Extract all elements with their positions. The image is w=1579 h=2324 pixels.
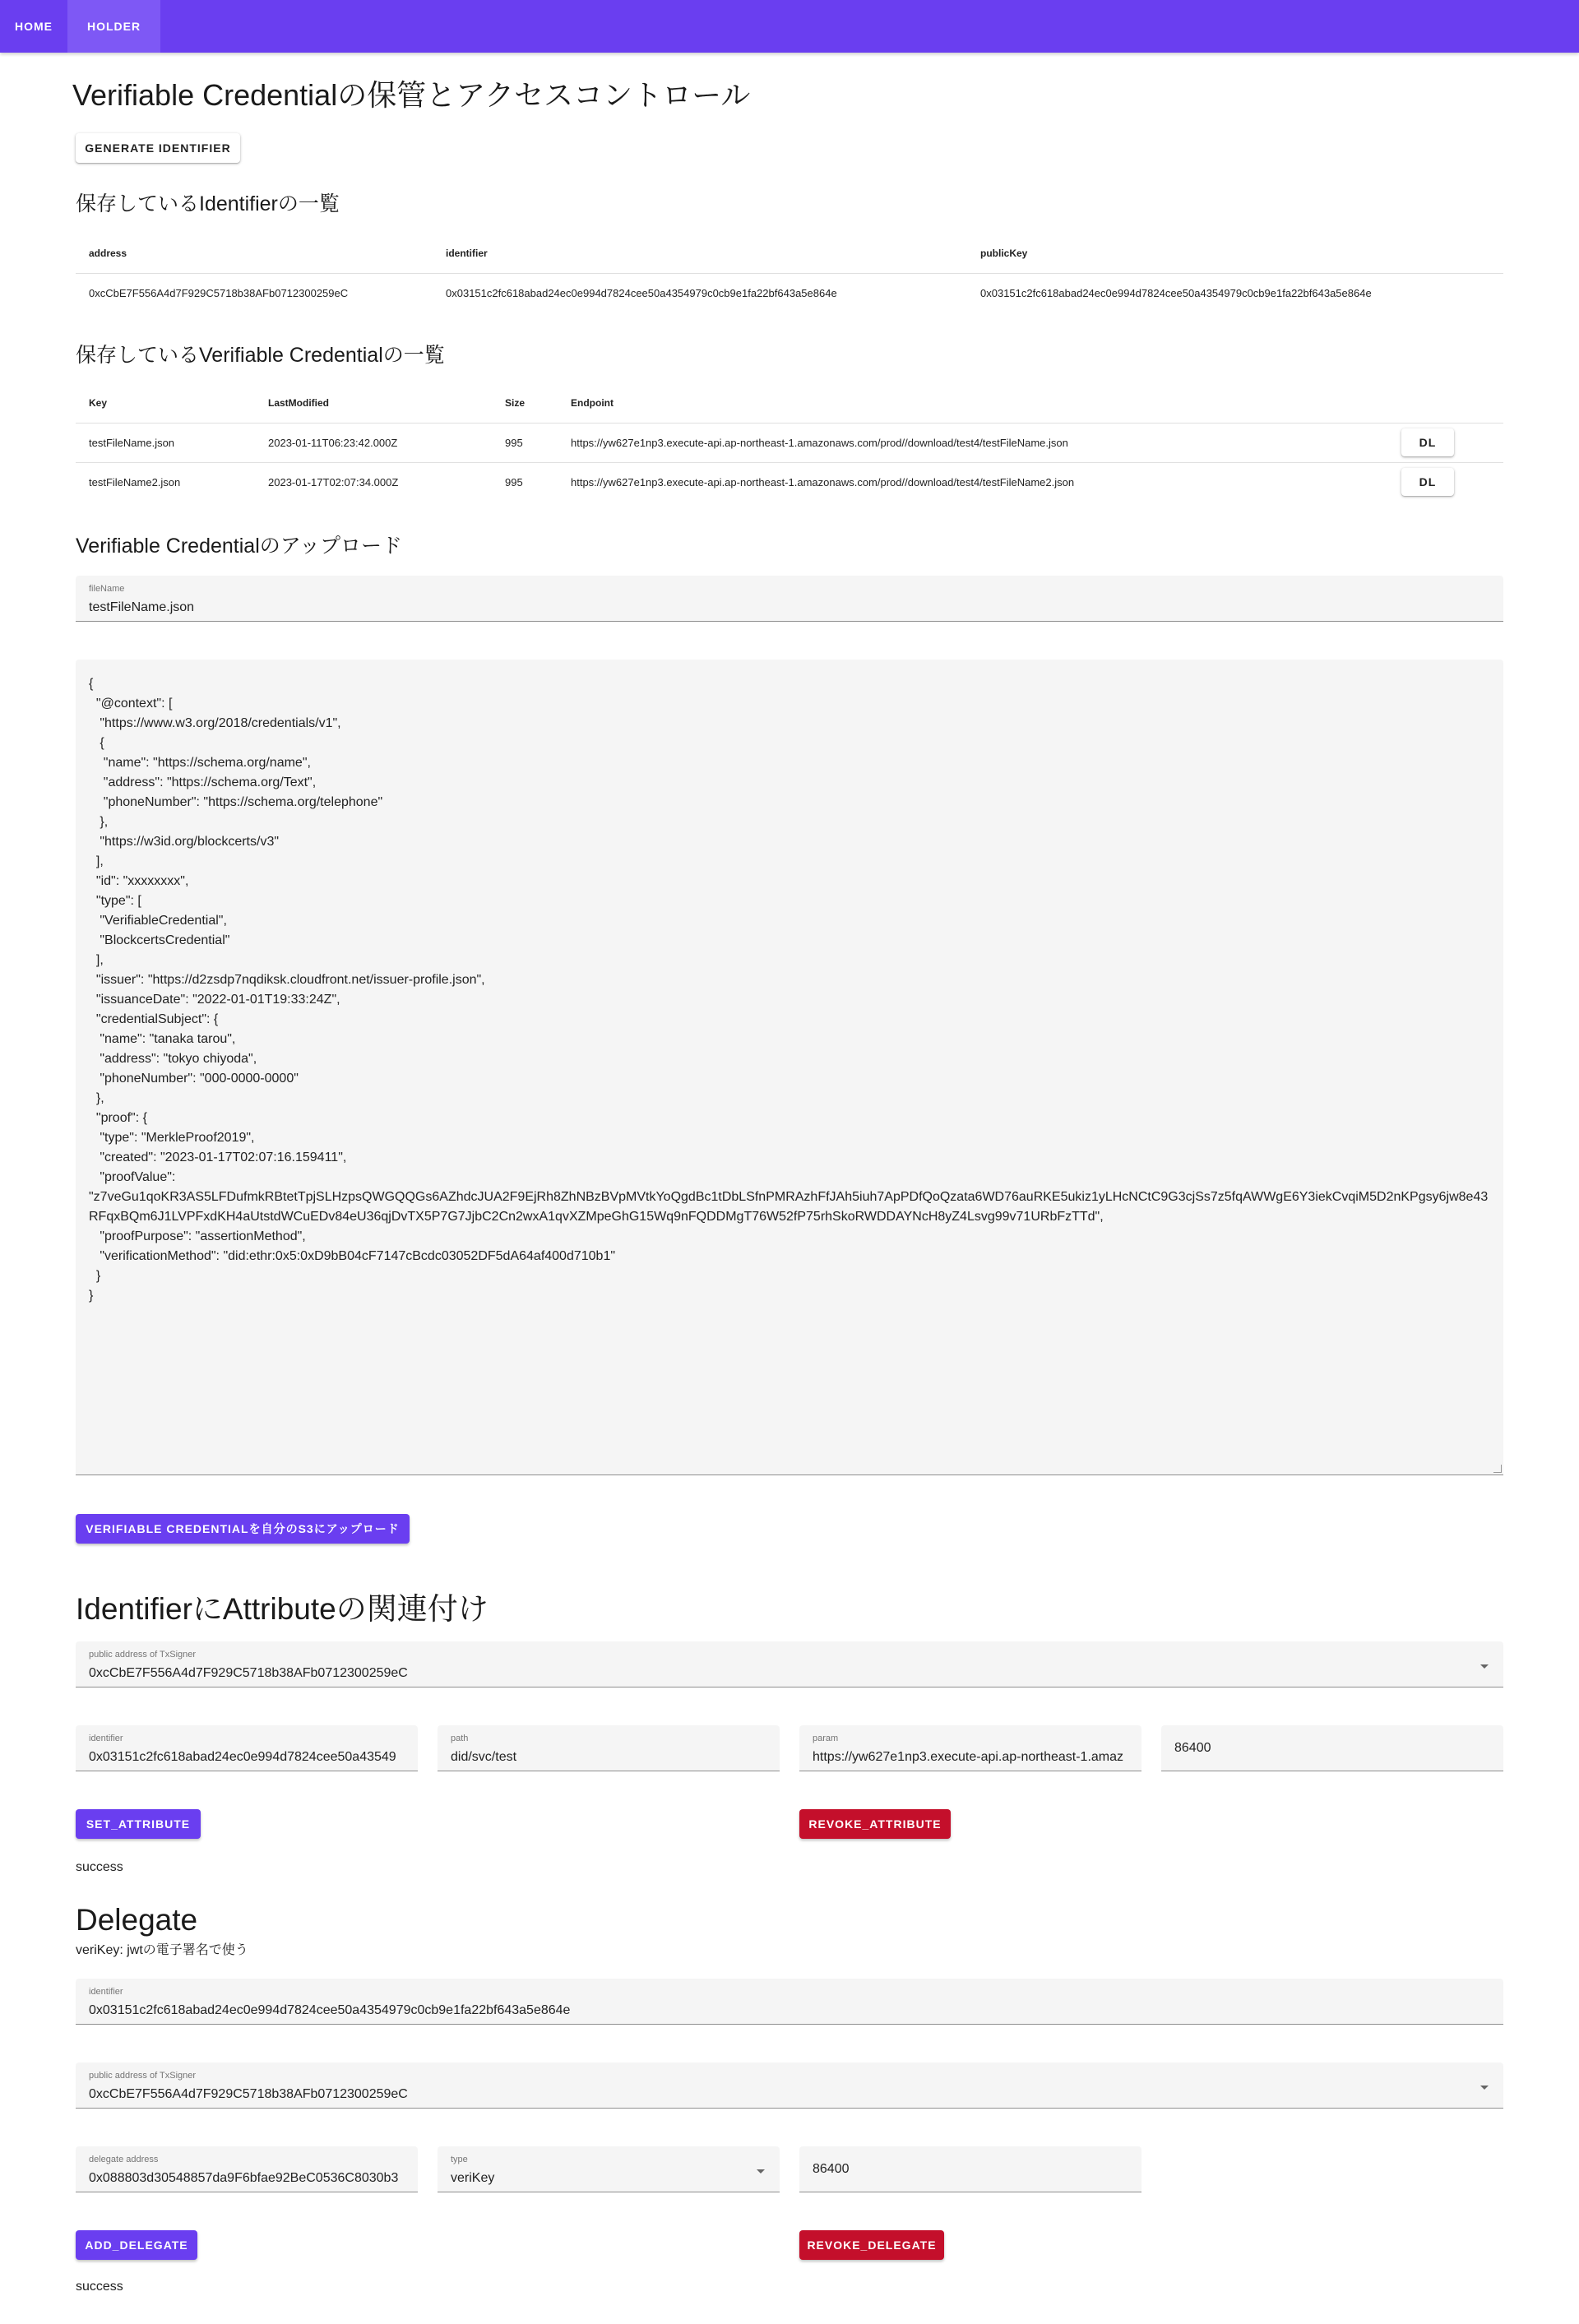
column-header-identifier: identifier [446, 247, 488, 259]
delegate-signer-label: public address of TxSigner [89, 2071, 197, 2081]
upload-credential-button[interactable]: VERIFIABLE CREDENTIALを自分のS3にアップロード [76, 1514, 410, 1544]
column-header-endpoint: Endpoint [571, 396, 614, 409]
table-row [76, 423, 1503, 462]
identifier-cell: 0x03151c2fc618abad24ec0e994d7824cee50a4354979c0cb9e1fa22bf643a5e864e [433, 273, 967, 312]
column-header-size: Size [505, 396, 526, 409]
delegate-type-label: type [451, 2155, 468, 2164]
attribute-ttl-input[interactable] [1161, 1725, 1503, 1771]
delegate-ttl-value: 86400 [813, 2161, 850, 2176]
delegate-signer-value: 0xcCbE7F556A4d7F929C5718b38AFb0712300259eC [89, 2087, 408, 2101]
delegate-address-label: delegate address [89, 2155, 159, 2164]
attribute-param-value: https://yw627e1np3.execute-api.ap-northeast-1.amaz [813, 1750, 1124, 1764]
credential-table [76, 383, 1503, 502]
column-header-address: address [89, 247, 127, 259]
attribute-status-text: success [76, 1860, 123, 1874]
attribute-signer-select[interactable] [76, 1641, 1503, 1687]
address-cell: 0xcCbE7F556A4d7F929C5718b38AFb0712300259eC [76, 273, 433, 312]
size-cell: 995 [492, 462, 558, 502]
column-header-lastmodified: LastModified [268, 396, 329, 409]
filename-label: fileName [89, 584, 125, 594]
identifier-table [76, 234, 1503, 312]
chevron-down-icon [1480, 2086, 1489, 2090]
attribute-identifier-label: identifier [89, 1734, 123, 1743]
delegate-type-select[interactable] [438, 2146, 780, 2192]
identifier-list-title: 保存しているIdentifierの一覧 [76, 192, 340, 215]
generate-identifier-button[interactable]: GENERATE IDENTIFIER [76, 133, 240, 163]
filename-input[interactable] [76, 576, 1503, 622]
delegate-caption: veriKey: jwtの電子署名で使う [76, 1943, 248, 1957]
attribute-param-label: param [813, 1734, 839, 1743]
filename-value: testFileName.json [89, 600, 195, 614]
endpoint-cell: https://yw627e1np3.execute-api.ap-northeast-1.amazonaws.com/prod//download/test4/testFileName.json [558, 423, 1388, 462]
delegate-identifier-value: 0x03151c2fc618abad24ec0e994d7824cee50a4354979c0cb9e1fa22bf643a5e864e [89, 2003, 571, 2017]
attribute-signer-value: 0xcCbE7F556A4d7F929C5718b38AFb0712300259eC [89, 1666, 408, 1680]
upload-title: Verifiable Credentialのアップロード [76, 535, 402, 558]
size-cell: 995 [492, 423, 558, 462]
endpoint-cell: https://yw627e1np3.execute-api.ap-northeast-1.amazonaws.com/prod//download/test4/testFileName2.json [558, 462, 1388, 502]
action-cell [1388, 462, 1503, 502]
table-row [76, 462, 1503, 502]
attribute-identifier-value: 0x03151c2fc618abad24ec0e994d7824cee50a43549 [89, 1750, 396, 1764]
chevron-down-icon [757, 2169, 765, 2174]
attribute-title: IdentifierにAttributeの関連付け [76, 1592, 489, 1626]
key-cell: testFileName.json [76, 423, 255, 462]
credential-json-textarea[interactable] [76, 660, 1503, 1475]
column-header-key: Key [89, 396, 108, 409]
delegate-title: Delegate [76, 1903, 198, 1937]
page-title: Verifiable Credentialの保管とアクセスコントロール [72, 78, 751, 112]
column-header-action [1388, 383, 1503, 423]
publickey-cell: 0x03151c2fc618abad24ec0e994d7824cee50a4354979c0cb9e1fa22bf643a5e864e [967, 273, 1503, 312]
action-cell [1388, 423, 1503, 462]
set-attribute-button[interactable]: SET_ATTRIBUTE [76, 1809, 201, 1839]
delegate-signer-select[interactable] [76, 2062, 1503, 2109]
key-cell: testFileName2.json [76, 462, 255, 502]
add-delegate-button[interactable]: ADD_DELEGATE [76, 2230, 197, 2260]
revoke-attribute-button[interactable]: REVOKE_ATTRIBUTE [799, 1809, 951, 1839]
attribute-path-value: did/svc/test [451, 1750, 517, 1764]
lastmodified-cell: 2023-01-17T02:07:34.000Z [255, 462, 492, 502]
nav-holder-button[interactable]: HOLDER [67, 0, 160, 53]
delegate-type-value: veriKey [451, 2171, 495, 2185]
delegate-identifier-input[interactable] [76, 1979, 1503, 2025]
delegate-ttl-input[interactable] [799, 2146, 1141, 2192]
attribute-path-label: path [451, 1734, 469, 1743]
download-button[interactable]: DL [1401, 468, 1454, 496]
app-bar [0, 0, 1579, 53]
attribute-signer-label: public address of TxSigner [89, 1650, 197, 1660]
column-header-publickey: publicKey [980, 247, 1028, 259]
revoke-delegate-button[interactable]: REVOKE_DELEGATE [799, 2230, 944, 2260]
table-row [76, 273, 1503, 312]
lastmodified-cell: 2023-01-11T06:23:42.000Z [255, 423, 492, 462]
delegate-status-text: success [76, 2280, 123, 2294]
attribute-identifier-input[interactable] [76, 1725, 418, 1771]
credential-json-text: { "@context": [ "https://www.w3.org/2018/credentials/v1", { "name": "https://schema.org/name", "address": "https://schema.org/Text", "phoneNumber": "https://schema.org/telephone" }, "https://w3id.org/blockcerts/v3" ], "id": "xxxxxxxx", "type": [ "VerifiableCredential", "BlockcertsCredential" ], "issuer": "https://d2zsdp7nqdiksk.cloudfront.net/issuer-profile.json", "issuanceDate": "2022-01-01T19:33:24Z", "credentialSubject": { "name": "tanaka tarou", "address": "tokyo chiyoda", "phoneNumber": "000-0000-0000" }, "proof": { "type": "MerkleProof2019", "created": "2023-01-17T02:07:16.159411", "proofValue": "z7veGu1qoKR3AS5LFDufmkRBtetTpjSLHzpsQWGQQGs6AZhdcJUA2F9EjRh8ZhNBzBVpMVtkYoQgdBc1tDbLSfnPMRAzhFfJAh5iuh7ApPDfQoQzata6WD76auRKE5ukiz1yLHcNCtC9G3cjSs7z5fqAWWgE6Y3iekCvqiM5D2nKPgsy6jw8e43RFqxBQm6J1LVPFxdKH4aUtstdWCuEDv84eU36qjDvTX5P7G7JjbC2Cn2wxA1qvXZMpeGhG15Wq9nFQDDMgT76W52fP75rhSkoRWDDAYNcH8yZ4Lsvg99v71URbFzTTd", "proofPurpose": "assertionMethod", "verificationMethod": "did:ethr:0x5:0xD9bB04cF7147cBcdc03052DF5dA64af400d710b1" } } [89, 677, 1489, 1303]
chevron-down-icon [1480, 1664, 1489, 1669]
attribute-path-input[interactable] [438, 1725, 780, 1771]
delegate-address-value: 0x088803d30548857da9F6bfae92BeC0536C8030b3 [89, 2171, 399, 2185]
attribute-param-input[interactable] [799, 1725, 1141, 1771]
delegate-address-input[interactable] [76, 2146, 418, 2192]
download-button[interactable]: DL [1401, 428, 1454, 456]
attribute-ttl-value: 86400 [1174, 1740, 1211, 1755]
resize-handle-icon[interactable] [1493, 1465, 1502, 1473]
credential-list-title: 保存しているVerifiable Credentialの一覧 [76, 344, 445, 367]
nav-home-button[interactable]: HOME [15, 20, 53, 33]
delegate-identifier-label: identifier [89, 1987, 123, 1997]
